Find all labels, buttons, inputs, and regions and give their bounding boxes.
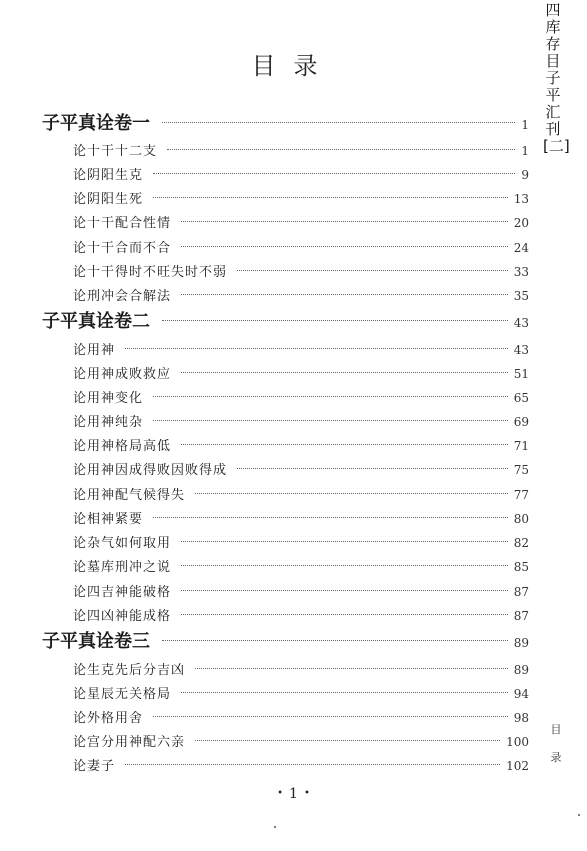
toc-entry-title: 子平真诠卷二 <box>42 311 150 332</box>
toc-entry-page-number: 35 <box>513 289 529 303</box>
dot-leader <box>125 763 500 765</box>
dot-leader <box>237 467 508 469</box>
toc-entry-title: 论用神 <box>73 343 116 358</box>
dot-leader <box>195 492 508 494</box>
toc-entry-page-number: 51 <box>513 367 529 381</box>
toc-entry-page-number: 33 <box>513 265 529 279</box>
toc-entry-title: 论用神成败救应 <box>73 367 172 382</box>
toc-entry-page-number: 43 <box>513 316 529 330</box>
toc-entry-page-number: 43 <box>513 343 529 357</box>
folio-number: 1 <box>289 786 298 802</box>
toc-entry-title: 论宫分用神配六亲 <box>73 735 186 750</box>
page-title: 目录 <box>251 52 336 80</box>
toc-entry-page-number: 24 <box>513 241 529 255</box>
toc-volume-heading <box>42 309 529 335</box>
toc-entry <box>73 708 529 728</box>
toc-entry <box>73 286 529 306</box>
toc-entry <box>73 340 529 360</box>
toc-entry-title: 论妻子 <box>73 759 116 774</box>
toc-entry-title: 论四凶神能成格 <box>73 609 172 624</box>
dot-leader <box>162 319 508 321</box>
toc-volume-heading <box>42 629 529 655</box>
dot-leader <box>195 739 500 741</box>
toc-entry-title: 论用神因成得败因败得成 <box>73 463 228 478</box>
toc-entry <box>73 141 529 161</box>
toc-entry-page-number: 87 <box>513 609 529 623</box>
toc-entry-title: 论杂气如何取用 <box>73 536 172 551</box>
toc-entry <box>73 557 529 577</box>
toc-entry-page-number: 94 <box>513 687 529 701</box>
toc-entry <box>73 533 529 553</box>
toc-entry <box>73 213 529 233</box>
toc-entry-page-number: 69 <box>513 415 529 429</box>
toc-entry-title: 论十干合而不合 <box>73 241 172 256</box>
dot-leader <box>237 269 508 271</box>
toc-entry-page-number: 9 <box>521 168 529 182</box>
toc-volume-heading <box>42 111 529 137</box>
toc-entry <box>73 606 529 626</box>
toc-entry-page-number: 77 <box>513 488 529 502</box>
toc-entry-page-number: 82 <box>513 536 529 550</box>
dot-leader <box>181 540 508 542</box>
toc-entry <box>73 262 529 282</box>
dot-leader <box>162 121 515 123</box>
dot-leader <box>153 715 508 717</box>
toc-entry-page-number: 102 <box>506 759 529 773</box>
toc-entry <box>73 485 529 505</box>
toc-entry <box>73 756 529 776</box>
toc-entry-page-number: 1 <box>521 118 529 132</box>
toc-entry <box>73 460 529 480</box>
scan-speck <box>578 814 580 816</box>
toc-entry <box>73 582 529 602</box>
toc-entry-title: 论墓库刑冲之说 <box>73 560 172 575</box>
scan-speck <box>274 826 276 828</box>
toc-entry-page-number: 71 <box>513 439 529 453</box>
dot-leader <box>181 589 508 591</box>
toc-entry-page-number: 98 <box>513 711 529 725</box>
toc-entry-page-number: 87 <box>513 585 529 599</box>
toc-entry-title: 论十干配合性情 <box>73 216 172 231</box>
toc-entry <box>73 165 529 185</box>
toc-entry-title: 子平真诠卷一 <box>42 113 150 134</box>
toc-entry-title: 论外格用舍 <box>73 711 144 726</box>
dot-leader <box>162 639 508 641</box>
dot-leader <box>181 293 508 295</box>
toc-entry-page-number: 65 <box>513 391 529 405</box>
dot-leader <box>195 667 508 669</box>
dot-leader <box>181 220 508 222</box>
toc-entry <box>73 660 529 680</box>
toc-entry-title: 论十干十二支 <box>73 144 158 159</box>
dot-leader <box>181 691 508 693</box>
dot-leader <box>125 347 508 349</box>
toc-entry-title: 论刑冲会合解法 <box>73 289 172 304</box>
toc-entry-page-number: 89 <box>513 636 529 650</box>
dot-leader <box>153 516 508 518</box>
folio-dot-right: • <box>303 788 310 799</box>
toc-entry-title: 论用神变化 <box>73 391 144 406</box>
page-number <box>0 786 587 802</box>
dot-leader <box>153 419 508 421</box>
toc-entry-title: 论星辰无关格局 <box>73 687 172 702</box>
dot-leader <box>181 245 508 247</box>
dot-leader <box>181 371 508 373</box>
toc-entry <box>73 684 529 704</box>
toc-entry-title: 论四吉神能破格 <box>73 585 172 600</box>
toc-entry-title: 论用神纯杂 <box>73 415 144 430</box>
toc-entry-title: 论阴阳生克 <box>73 168 144 183</box>
toc-entry-title: 论生克先后分吉凶 <box>73 663 186 678</box>
toc-entry-page-number: 20 <box>513 216 529 230</box>
dot-leader <box>153 395 508 397</box>
running-head-series-title: 四库存目子平汇刊[二] <box>543 1 570 155</box>
toc-entry-page-number: 1 <box>521 144 529 158</box>
toc-entry-page-number: 89 <box>513 663 529 677</box>
toc-entry-title: 论十干得时不旺失时不弱 <box>73 265 228 280</box>
toc-entry-title: 论用神配气候得失 <box>73 488 186 503</box>
toc-entry-title: 论相神紧要 <box>73 512 144 527</box>
folio-dot-left: • <box>277 788 284 799</box>
toc-entry <box>73 732 529 752</box>
dot-leader <box>153 196 508 198</box>
dot-leader <box>181 564 508 566</box>
toc-entry-page-number: 80 <box>513 512 529 526</box>
toc-entry-title: 子平真诠卷三 <box>42 631 150 652</box>
toc-entry <box>73 412 529 432</box>
toc-entry-title: 论用神格局高低 <box>73 439 172 454</box>
toc-entry-page-number: 100 <box>506 735 529 749</box>
toc-entry <box>73 509 529 529</box>
toc-entry <box>73 388 529 408</box>
toc-entry <box>73 436 529 456</box>
dot-leader <box>181 613 508 615</box>
toc-entry-page-number: 85 <box>513 560 529 574</box>
dot-leader <box>181 443 508 445</box>
running-head-section-label: 目录 <box>550 723 562 764</box>
toc-entry <box>73 189 529 209</box>
dot-leader <box>167 148 515 150</box>
toc-entry <box>73 364 529 384</box>
dot-leader <box>153 172 515 174</box>
toc-entry-title: 论阴阳生死 <box>73 192 144 207</box>
toc-entry-page-number: 75 <box>513 463 529 477</box>
toc-entry-page-number: 13 <box>513 192 529 206</box>
toc-entry <box>73 238 529 258</box>
